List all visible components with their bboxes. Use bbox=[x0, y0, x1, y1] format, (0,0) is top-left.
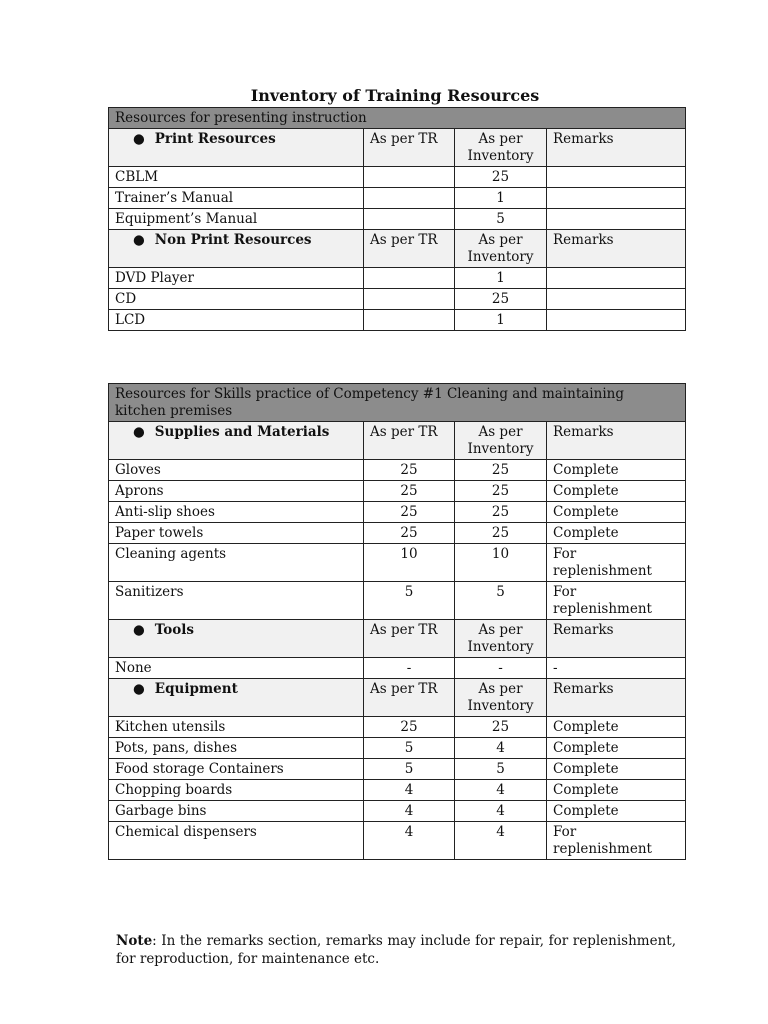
page-title: Inventory of Training Resources bbox=[250, 86, 540, 105]
remarks-cell bbox=[547, 209, 686, 230]
remarks-cell: Complete bbox=[547, 460, 686, 481]
table-row bbox=[109, 268, 686, 289]
bullet-icon: ● bbox=[133, 424, 145, 440]
item-cell: Kitchen utensils bbox=[109, 717, 364, 738]
table-row bbox=[109, 582, 686, 620]
note-label: Note bbox=[116, 933, 153, 949]
column-header-inventory: As per Inventory bbox=[455, 422, 547, 460]
item-cell: Sanitizers bbox=[109, 582, 364, 620]
column-header-remarks: Remarks bbox=[547, 230, 686, 268]
remarks-cell: Complete bbox=[547, 502, 686, 523]
as-per-inventory-cell: 4 bbox=[455, 801, 547, 822]
table-row bbox=[109, 822, 686, 860]
remarks-cell bbox=[547, 310, 686, 331]
as-per-tr-cell: 4 bbox=[364, 801, 455, 822]
remarks-cell: Complete bbox=[547, 801, 686, 822]
as-per-inventory-cell: 4 bbox=[455, 780, 547, 801]
bullet-icon: ● bbox=[133, 232, 145, 248]
as-per-tr-cell: 25 bbox=[364, 523, 455, 544]
column-header-tr: As per TR bbox=[364, 422, 455, 460]
table-row bbox=[109, 658, 686, 679]
group-header-row bbox=[109, 129, 686, 167]
item-cell: CD bbox=[109, 289, 364, 310]
remarks-cell bbox=[547, 188, 686, 209]
item-cell: Pots, pans, dishes bbox=[109, 738, 364, 759]
as-per-tr-cell bbox=[364, 209, 455, 230]
as-per-inventory-cell: 5 bbox=[455, 209, 547, 230]
group-label: Tools bbox=[154, 622, 195, 638]
item-cell: Anti-slip shoes bbox=[109, 502, 364, 523]
table-row bbox=[109, 717, 686, 738]
as-per-tr-cell: 25 bbox=[364, 717, 455, 738]
as-per-tr-cell bbox=[364, 289, 455, 310]
item-cell: Trainer’s Manual bbox=[109, 188, 364, 209]
as-per-inventory-cell: 10 bbox=[455, 544, 547, 582]
remarks-cell: For replenishment bbox=[547, 582, 686, 620]
group-label-cell bbox=[109, 679, 364, 717]
table-row bbox=[109, 289, 686, 310]
as-per-tr-cell: - bbox=[364, 658, 455, 679]
bullet-icon: ● bbox=[133, 622, 145, 638]
as-per-inventory-cell: 25 bbox=[455, 289, 547, 310]
table-presenting-instruction bbox=[108, 107, 686, 331]
as-per-tr-cell bbox=[364, 310, 455, 331]
group-label-cell bbox=[109, 422, 364, 460]
group-label: Non Print Resources bbox=[154, 232, 312, 248]
group-label-cell bbox=[109, 129, 364, 167]
table-row bbox=[109, 310, 686, 331]
as-per-inventory-cell: 5 bbox=[455, 582, 547, 620]
column-header-tr: As per TR bbox=[364, 230, 455, 268]
remarks-cell: - bbox=[547, 658, 686, 679]
as-per-tr-cell: 5 bbox=[364, 738, 455, 759]
bullet-icon: ● bbox=[133, 131, 145, 147]
column-header-remarks: Remarks bbox=[547, 679, 686, 717]
as-per-inventory-cell: 5 bbox=[455, 759, 547, 780]
item-cell: Gloves bbox=[109, 460, 364, 481]
as-per-tr-cell: 5 bbox=[364, 759, 455, 780]
column-header-inventory: As per Inventory bbox=[455, 620, 547, 658]
column-header-inventory: As per Inventory bbox=[455, 129, 547, 167]
remarks-cell: Complete bbox=[547, 738, 686, 759]
as-per-tr-cell: 5 bbox=[364, 582, 455, 620]
item-cell: Aprons bbox=[109, 481, 364, 502]
as-per-tr-cell: 4 bbox=[364, 822, 455, 860]
column-header-tr: As per TR bbox=[364, 620, 455, 658]
table-row bbox=[109, 502, 686, 523]
as-per-tr-cell: 25 bbox=[364, 481, 455, 502]
item-cell: Cleaning agents bbox=[109, 544, 364, 582]
table-row bbox=[109, 481, 686, 502]
table-skills-practice bbox=[108, 383, 686, 860]
remarks-cell: Complete bbox=[547, 780, 686, 801]
remarks-cell: Complete bbox=[547, 481, 686, 502]
item-cell: None bbox=[109, 658, 364, 679]
table-row bbox=[109, 209, 686, 230]
bullet-icon: ● bbox=[133, 681, 145, 697]
table-row bbox=[109, 523, 686, 544]
table-row bbox=[109, 759, 686, 780]
as-per-inventory-cell: 1 bbox=[455, 188, 547, 209]
remarks-cell: For replenishment bbox=[547, 544, 686, 582]
table-row bbox=[109, 738, 686, 759]
as-per-inventory-cell: 25 bbox=[455, 481, 547, 502]
remarks-cell: Complete bbox=[547, 759, 686, 780]
as-per-tr-cell: 10 bbox=[364, 544, 455, 582]
table-row bbox=[109, 460, 686, 481]
column-header-tr: As per TR bbox=[364, 129, 455, 167]
as-per-inventory-cell: 25 bbox=[455, 523, 547, 544]
remarks-cell: For replenishment bbox=[547, 822, 686, 860]
as-per-inventory-cell: - bbox=[455, 658, 547, 679]
item-cell: Food storage Containers bbox=[109, 759, 364, 780]
as-per-inventory-cell: 25 bbox=[455, 717, 547, 738]
group-header-row bbox=[109, 679, 686, 717]
as-per-inventory-cell: 4 bbox=[455, 822, 547, 860]
table-row bbox=[109, 801, 686, 822]
item-cell: DVD Player bbox=[109, 268, 364, 289]
item-cell: Chopping boards bbox=[109, 780, 364, 801]
group-label: Supplies and Materials bbox=[154, 424, 330, 440]
note bbox=[116, 932, 676, 968]
column-header-remarks: Remarks bbox=[547, 129, 686, 167]
column-header-inventory: As per Inventory bbox=[455, 679, 547, 717]
as-per-tr-cell: 25 bbox=[364, 502, 455, 523]
column-header-inventory: As per Inventory bbox=[455, 230, 547, 268]
as-per-inventory-cell: 4 bbox=[455, 738, 547, 759]
as-per-inventory-cell: 25 bbox=[455, 460, 547, 481]
section-header-row bbox=[109, 384, 686, 422]
group-label: Equipment bbox=[154, 681, 238, 697]
remarks-cell: Complete bbox=[547, 717, 686, 738]
as-per-tr-cell bbox=[364, 167, 455, 188]
table-row bbox=[109, 780, 686, 801]
as-per-inventory-cell: 1 bbox=[455, 310, 547, 331]
group-header-row bbox=[109, 620, 686, 658]
as-per-tr-cell: 25 bbox=[364, 460, 455, 481]
remarks-cell bbox=[547, 268, 686, 289]
as-per-tr-cell: 4 bbox=[364, 780, 455, 801]
group-label-cell bbox=[109, 230, 364, 268]
table-row bbox=[109, 188, 686, 209]
item-cell: Garbage bins bbox=[109, 801, 364, 822]
group-header-row bbox=[109, 230, 686, 268]
table-row bbox=[109, 167, 686, 188]
remarks-cell: Complete bbox=[547, 523, 686, 544]
as-per-tr-cell bbox=[364, 268, 455, 289]
item-cell: Chemical dispensers bbox=[109, 822, 364, 860]
group-label: Print Resources bbox=[154, 131, 276, 147]
column-header-remarks: Remarks bbox=[547, 422, 686, 460]
as-per-inventory-cell: 1 bbox=[455, 268, 547, 289]
as-per-inventory-cell: 25 bbox=[455, 167, 547, 188]
column-header-remarks: Remarks bbox=[547, 620, 686, 658]
item-cell: LCD bbox=[109, 310, 364, 331]
section-header: Resources for presenting instruction bbox=[109, 108, 686, 129]
column-header-tr: As per TR bbox=[364, 679, 455, 717]
note-text: : In the remarks section, remarks may include for repair, for replenishment, for reproduction, for maintenance etc. bbox=[116, 933, 676, 967]
item-cell: Equipment’s Manual bbox=[109, 209, 364, 230]
section-header: Resources for Skills practice of Competency #1 Cleaning and maintaining kitchen premises bbox=[109, 384, 686, 422]
remarks-cell bbox=[547, 167, 686, 188]
item-cell: CBLM bbox=[109, 167, 364, 188]
as-per-tr-cell bbox=[364, 188, 455, 209]
remarks-cell bbox=[547, 289, 686, 310]
item-cell: Paper towels bbox=[109, 523, 364, 544]
as-per-inventory-cell: 25 bbox=[455, 502, 547, 523]
group-header-row bbox=[109, 422, 686, 460]
section-header-row bbox=[109, 108, 686, 129]
table-row bbox=[109, 544, 686, 582]
group-label-cell bbox=[109, 620, 364, 658]
